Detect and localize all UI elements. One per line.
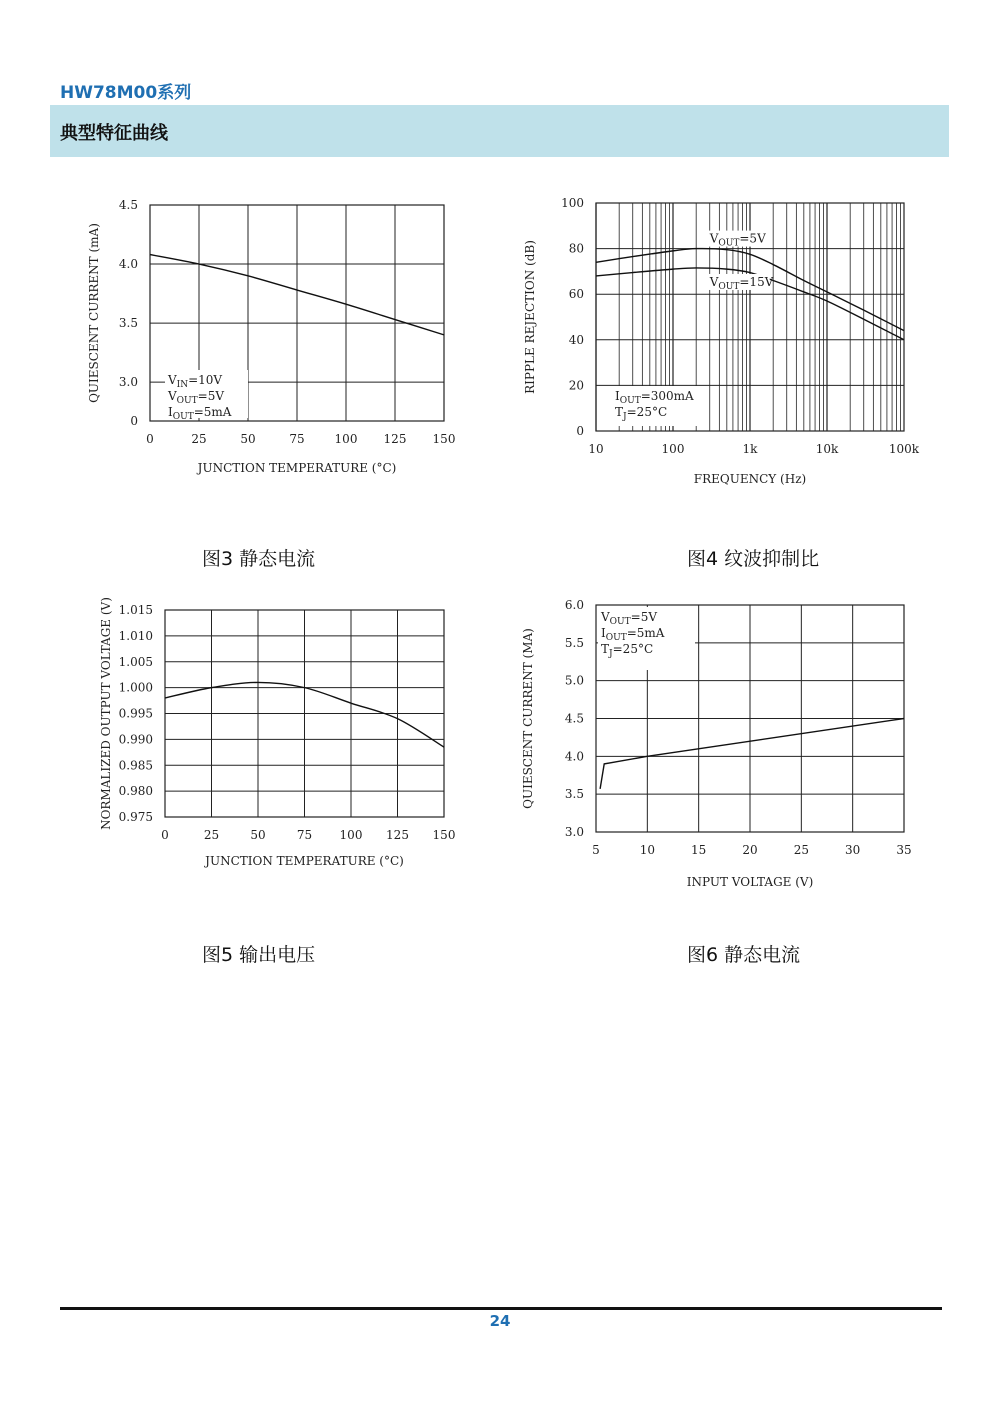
y-tick-label: 0.995 [118, 706, 153, 721]
x-tick-label: 10 [588, 442, 604, 456]
caption-fig4: 图4 纹波抑制比 [687, 548, 820, 570]
y-tick-label: 4.5 [118, 198, 138, 212]
page-number: 24 [489, 1312, 511, 1330]
series-label: $V_{OUT}=15V$ [709, 274, 774, 292]
y-axis-label: RIPPLE REJECTION (dB) [523, 240, 537, 394]
y-tick-label: 4.5 [564, 711, 584, 726]
x-tick-label: 10k [815, 442, 839, 456]
y-tick-label: 0 [576, 424, 584, 438]
y-tick-label: 5.5 [564, 635, 584, 650]
x-tick-label: 75 [289, 432, 305, 446]
y-tick-label: 5.0 [564, 673, 584, 688]
y-tick-label: 40 [568, 332, 584, 347]
x-tick-label: 1k [742, 442, 758, 456]
x-axis-label: JUNCTION TEMPERATURE (°C) [205, 854, 404, 868]
plot-fig6 [521, 598, 912, 889]
y-tick-label: 3.0 [118, 375, 138, 390]
y-tick-label: 0.990 [118, 732, 153, 747]
caption-fig6: 图6 静态电流 [687, 944, 801, 966]
x-tick-label: 10 [639, 843, 655, 857]
y-tick-label: 1.005 [118, 654, 153, 669]
x-tick-label: 0 [146, 432, 154, 446]
x-tick-label: 75 [296, 828, 313, 842]
x-axis-label: FREQUENCY (Hz) [693, 472, 807, 486]
y-axis-label: QUIESCENT CURRENT (mA) [87, 223, 101, 403]
y-tick-label: 3.0 [564, 825, 584, 839]
y-tick-label: 3.5 [564, 787, 584, 802]
legend-entry: $V_{IN}=10V$ [168, 373, 223, 390]
x-tick-label: 100 [661, 442, 685, 456]
y-tick-label: 20 [568, 378, 584, 393]
x-tick-label: 5 [592, 843, 600, 857]
x-tick-label: 30 [845, 843, 861, 857]
x-axis-label: INPUT VOLTAGE (V) [686, 875, 814, 889]
y-tick-label: 60 [568, 287, 584, 302]
x-tick-label: 50 [250, 828, 266, 842]
x-axis-label: JUNCTION TEMPERATURE (°C) [197, 461, 397, 475]
x-tick-label: 0 [161, 828, 169, 842]
y-tick-label: 100 [561, 196, 584, 210]
document-header-title: HW78M00系列 [60, 83, 192, 103]
x-tick-label: 15 [691, 843, 707, 857]
caption-fig3: 图3 静态电流 [202, 548, 316, 570]
y-tick-label: 1.010 [118, 628, 153, 643]
x-tick-label: 125 [386, 828, 409, 842]
footer-rule [60, 1307, 942, 1310]
series-line [600, 719, 904, 789]
series-label: $V_{OUT}=5V$ [709, 231, 766, 249]
x-tick-label: 150 [432, 432, 456, 446]
legend-entry: $T_J=25^\circ C$ [601, 642, 654, 659]
x-tick-label: 20 [742, 843, 758, 857]
x-tick-label: 125 [383, 432, 407, 446]
x-tick-label: 35 [896, 843, 912, 857]
x-tick-label: 50 [240, 432, 256, 446]
y-tick-label: 0.985 [118, 758, 153, 773]
x-tick-label: 25 [191, 432, 207, 446]
y-tick-label: 6.0 [564, 598, 584, 612]
y-tick-label: 0.975 [118, 810, 153, 824]
y-axis-label: NORMALIZED OUTPUT VOLTAGE (V) [99, 597, 113, 830]
y-axis-label: QUIESCENT CURRENT (MA) [521, 628, 535, 809]
x-tick-label: 100 [334, 432, 358, 446]
y-tick-label: 4.0 [564, 749, 584, 764]
legend-entry: $V_{OUT}=5V$ [168, 389, 224, 406]
x-tick-label: 100k [888, 442, 920, 456]
y-tick-label: 0.980 [118, 784, 153, 799]
x-tick-label: 25 [203, 828, 220, 842]
legend-entry: $I_{OUT}=300mA$ [615, 389, 694, 406]
y-tick-label: 4.0 [118, 257, 138, 272]
legend-entry: $T_J=25^\circ C$ [615, 405, 668, 422]
section-title: 典型特征曲线 [60, 123, 168, 144]
legend-entry: $I_{OUT}=5mA$ [601, 626, 665, 643]
y-tick-label: 1.000 [118, 680, 153, 695]
y-tick-label: 1.015 [118, 603, 153, 617]
y-tick-label: 0 [130, 414, 138, 428]
x-tick-label: 25 [793, 843, 809, 857]
y-tick-label: 80 [568, 241, 584, 256]
legend-entry: $V_{OUT}=5V$ [601, 610, 657, 627]
x-tick-label: 100 [339, 828, 363, 842]
caption-fig5: 图5 输出电压 [202, 944, 316, 966]
legend-entry: $I_{OUT}=5mA$ [168, 405, 232, 422]
x-tick-label: 150 [432, 828, 456, 842]
y-tick-label: 3.5 [118, 316, 138, 331]
